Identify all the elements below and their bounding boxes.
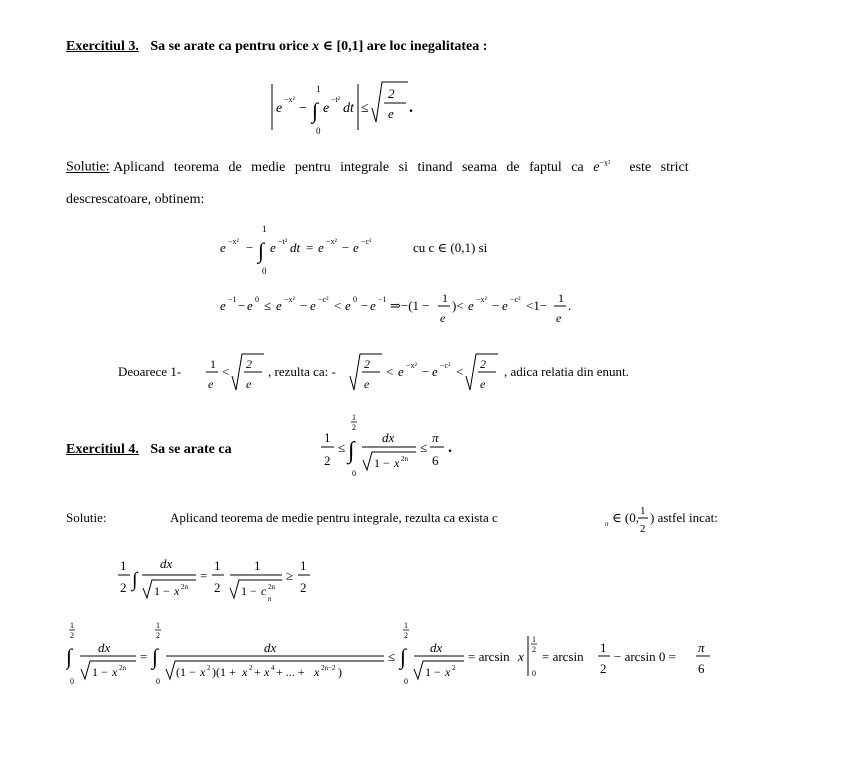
svg-text:−: − <box>246 240 254 255</box>
svg-text:1: 1 <box>316 84 321 94</box>
svg-text:n: n <box>268 595 272 603</box>
ex3-heading <box>66 38 487 55</box>
svg-text:e: e <box>276 298 282 313</box>
svg-text:=: = <box>140 649 148 664</box>
ex4-heading <box>66 442 232 458</box>
svg-text:−1: −1 <box>378 295 387 304</box>
svg-text:x: x <box>264 665 270 679</box>
svg-text:−t²: −t² <box>278 237 288 246</box>
svg-text:e: e <box>220 240 226 255</box>
svg-text:−c²: −c² <box>440 361 451 370</box>
svg-text:) astfel incat:: ) astfel incat: <box>650 510 718 525</box>
svg-text:−x²: −x² <box>284 295 295 304</box>
svg-text:dx: dx <box>160 556 173 571</box>
svg-text:e: e <box>310 298 316 313</box>
svg-text:1: 1 <box>262 224 267 234</box>
svg-text:x: x <box>242 665 248 679</box>
svg-text:Deoarece 1-: Deoarece 1- <box>118 364 182 379</box>
svg-text:1: 1 <box>324 430 331 445</box>
svg-text:.: . <box>568 298 572 313</box>
svg-text:dt: dt <box>343 101 354 116</box>
sol3-line1 <box>66 158 689 176</box>
ex3-statement-text <box>0 0 1 1</box>
svg-text:e: e <box>432 364 438 379</box>
svg-text:≤: ≤ <box>264 298 272 313</box>
svg-text:<1−: <1− <box>526 298 548 313</box>
svg-text:e: e <box>345 298 351 313</box>
svg-text:x: x <box>394 456 400 470</box>
svg-text:1: 1 <box>156 621 160 630</box>
svg-text:, adica relatia din enunt.: , adica relatia din enunt. <box>504 364 629 379</box>
svg-text:−c²: −c² <box>361 237 372 246</box>
sol3-label: Solutie: <box>66 159 110 175</box>
svg-text:−: − <box>342 240 350 255</box>
svg-text:2: 2 <box>352 423 356 432</box>
svg-text:−: − <box>238 298 246 313</box>
svg-text:1 −: 1 − <box>374 456 390 470</box>
svg-text:dx: dx <box>382 430 395 445</box>
svg-text:∫: ∫ <box>348 438 355 464</box>
svg-text:e: e <box>502 298 508 313</box>
svg-text:2n: 2n <box>268 583 275 591</box>
svg-text:)(1 +: )(1 + <box>212 665 236 679</box>
svg-text:x: x <box>445 665 451 679</box>
ex3-label: Exercitiul 3. <box>66 39 139 54</box>
svg-text:e: e <box>468 298 474 313</box>
svg-text:=: = <box>306 240 314 255</box>
svg-text:0: 0 <box>316 126 321 136</box>
svg-text:1: 1 <box>404 621 408 630</box>
svg-text:e: e <box>440 311 446 325</box>
svg-text:1: 1 <box>210 357 216 371</box>
svg-text:, rezulta ca: -: , rezulta ca: - <box>268 364 336 379</box>
svg-text:−1: −1 <box>228 295 237 304</box>
svg-text:x: x <box>200 665 206 679</box>
svg-text:−t²: −t² <box>331 95 341 104</box>
svg-text:π: π <box>698 640 705 655</box>
svg-text:2: 2 <box>324 453 331 468</box>
svg-text:−: − <box>492 298 500 313</box>
svg-text:x: x <box>174 584 180 598</box>
svg-text:<: < <box>334 298 342 313</box>
svg-text:x: x <box>112 665 118 679</box>
svg-text:1 −: 1 − <box>241 584 257 598</box>
svg-text:2: 2 <box>70 631 74 640</box>
svg-text:1: 1 <box>532 635 536 644</box>
svg-text:2: 2 <box>404 631 408 640</box>
svg-text:.: . <box>409 99 413 116</box>
svg-text:0: 0 <box>352 469 356 478</box>
svg-text:∈ (0,: ∈ (0, <box>612 510 639 525</box>
sol3-eq1 <box>218 222 558 278</box>
svg-text:x: x <box>518 649 524 664</box>
sol3-eq2 <box>218 282 638 338</box>
svg-text:≥: ≥ <box>286 568 294 583</box>
svg-text:1: 1 <box>214 558 221 573</box>
svg-text:cu c ∈ (0,1) si: cu c ∈ (0,1) si <box>413 240 488 255</box>
svg-text:2: 2 <box>640 523 646 535</box>
svg-text:c: c <box>261 584 267 598</box>
svg-text:2n: 2n <box>119 664 126 672</box>
svg-text:−x²: −x² <box>326 237 337 246</box>
svg-text:−x²: −x² <box>228 237 239 246</box>
svg-text:= arcsin: = arcsin <box>542 649 584 664</box>
svg-text:∫: ∫ <box>258 238 265 263</box>
svg-text:1: 1 <box>70 621 74 630</box>
svg-text:0: 0 <box>353 295 357 304</box>
sol4-line1 <box>66 500 786 544</box>
svg-text:dx: dx <box>264 640 277 655</box>
svg-text:−: − <box>361 298 369 313</box>
svg-text:x: x <box>314 665 320 679</box>
svg-text:0: 0 <box>255 295 259 304</box>
svg-text:−: − <box>299 101 307 116</box>
svg-text:= arcsin: = arcsin <box>468 649 510 664</box>
svg-text:2: 2 <box>600 661 607 676</box>
svg-text:Aplicand teorema de medie pent: Aplicand teorema de medie pentru integrale, rezulta ca exista c <box>170 510 498 525</box>
svg-text:dx: dx <box>98 640 111 655</box>
svg-text:e: e <box>353 240 359 255</box>
svg-text:1: 1 <box>442 291 448 305</box>
sol3-text1: Aplicand teorema de medie pentru integrale si tinand seama de faptul ca $e^{-x^2}$ este strict <box>113 158 689 175</box>
svg-text:<: < <box>222 364 230 379</box>
svg-text:0: 0 <box>532 669 536 678</box>
svg-text:1 −: 1 − <box>425 665 441 679</box>
svg-text:e: e <box>247 298 253 313</box>
svg-text:0: 0 <box>156 677 160 686</box>
svg-text:− arcsin 0 =: − arcsin 0 = <box>614 649 676 664</box>
svg-text:0: 0 <box>262 266 267 276</box>
svg-text:⇒−(1 −: ⇒−(1 − <box>390 298 430 313</box>
svg-text:e: e <box>323 101 330 116</box>
svg-text:2: 2 <box>532 645 536 654</box>
svg-text:∫: ∫ <box>312 98 319 123</box>
svg-text:=: = <box>200 568 208 583</box>
svg-text:2: 2 <box>156 631 160 640</box>
svg-text:e: e <box>398 364 404 379</box>
svg-text:): ) <box>338 665 342 679</box>
svg-text:2: 2 <box>300 580 307 595</box>
sol4-eq2 <box>66 618 786 692</box>
svg-text:e: e <box>556 311 562 325</box>
svg-text:dx: dx <box>430 640 443 655</box>
svg-text:2: 2 <box>480 357 486 371</box>
svg-text:e: e <box>220 298 226 313</box>
svg-text:e: e <box>270 240 276 255</box>
svg-text:+: + <box>254 665 261 679</box>
svg-text:e: e <box>370 298 376 313</box>
svg-text:−: − <box>300 298 308 313</box>
svg-text:+ ... +: + ... + <box>276 665 305 679</box>
svg-text:2: 2 <box>246 357 252 371</box>
svg-text:e: e <box>318 240 324 255</box>
svg-text:∫: ∫ <box>66 644 73 669</box>
svg-text:∫: ∫ <box>400 644 407 669</box>
svg-text:1: 1 <box>300 558 307 573</box>
ex3-statement: Sa se arate ca pentru orice x ∈ [0,1] are loc inegalitatea : <box>150 39 488 54</box>
ex4-label: Exercitiul 4. <box>66 442 139 457</box>
svg-text:6: 6 <box>698 661 705 676</box>
svg-text:−c²: −c² <box>318 295 329 304</box>
svg-text:∫: ∫ <box>152 644 159 669</box>
svg-text:)<: )< <box>452 298 464 313</box>
sol3-conclusion <box>118 346 698 402</box>
ex3-formula <box>268 78 438 140</box>
svg-text:2: 2 <box>207 664 211 672</box>
ex4-formula <box>318 410 478 480</box>
svg-text:6: 6 <box>432 453 439 468</box>
svg-text:1: 1 <box>120 558 127 573</box>
svg-text:π: π <box>432 430 439 445</box>
svg-text:−: − <box>422 364 430 379</box>
svg-text:e: e <box>364 377 370 391</box>
sol3-line2: descrescatoare, obtinem: <box>66 192 205 207</box>
svg-text:n: n <box>605 520 609 528</box>
ex4-statement: Sa se arate ca <box>150 442 232 457</box>
svg-text:2: 2 <box>452 664 456 672</box>
svg-text:∫: ∫ <box>132 569 138 591</box>
svg-text:0: 0 <box>70 677 74 686</box>
svg-text:0: 0 <box>404 677 408 686</box>
svg-text:−x²: −x² <box>284 95 295 104</box>
svg-text:1: 1 <box>600 640 607 655</box>
svg-text:(1 −: (1 − <box>176 665 196 679</box>
svg-text:−c²: −c² <box>510 295 521 304</box>
svg-text:2: 2 <box>249 664 253 672</box>
svg-text:≤: ≤ <box>361 101 369 116</box>
svg-text:−x²: −x² <box>406 361 417 370</box>
svg-text:1 −: 1 − <box>154 584 170 598</box>
svg-text:Solutie:: Solutie: <box>66 510 107 525</box>
svg-text:≤: ≤ <box>338 440 346 455</box>
svg-text:e: e <box>388 106 394 121</box>
svg-text:≤: ≤ <box>388 649 396 664</box>
svg-text:2: 2 <box>364 357 370 371</box>
sol4-eq1 <box>116 548 346 610</box>
svg-text:2n: 2n <box>181 583 188 591</box>
svg-text:2n: 2n <box>401 455 408 463</box>
svg-text:e: e <box>208 377 214 391</box>
svg-text:.: . <box>448 439 452 456</box>
svg-text:e: e <box>246 377 252 391</box>
svg-text:e: e <box>276 101 283 116</box>
svg-text:4: 4 <box>271 664 275 672</box>
svg-text:2: 2 <box>214 580 221 595</box>
svg-text:1 −: 1 − <box>92 665 108 679</box>
svg-text:2: 2 <box>120 580 127 595</box>
svg-text:1: 1 <box>640 505 646 517</box>
svg-text:<: < <box>386 364 394 379</box>
svg-text:−x²: −x² <box>476 295 487 304</box>
svg-text:2n−2: 2n−2 <box>321 664 336 672</box>
svg-text:e: e <box>480 377 486 391</box>
svg-text:1: 1 <box>558 291 564 305</box>
svg-text:<: < <box>456 364 464 379</box>
svg-text:1: 1 <box>254 558 261 573</box>
svg-text:dt: dt <box>290 240 301 255</box>
svg-text:1: 1 <box>352 413 356 422</box>
svg-text:2: 2 <box>388 86 395 101</box>
svg-text:≤: ≤ <box>420 440 428 455</box>
